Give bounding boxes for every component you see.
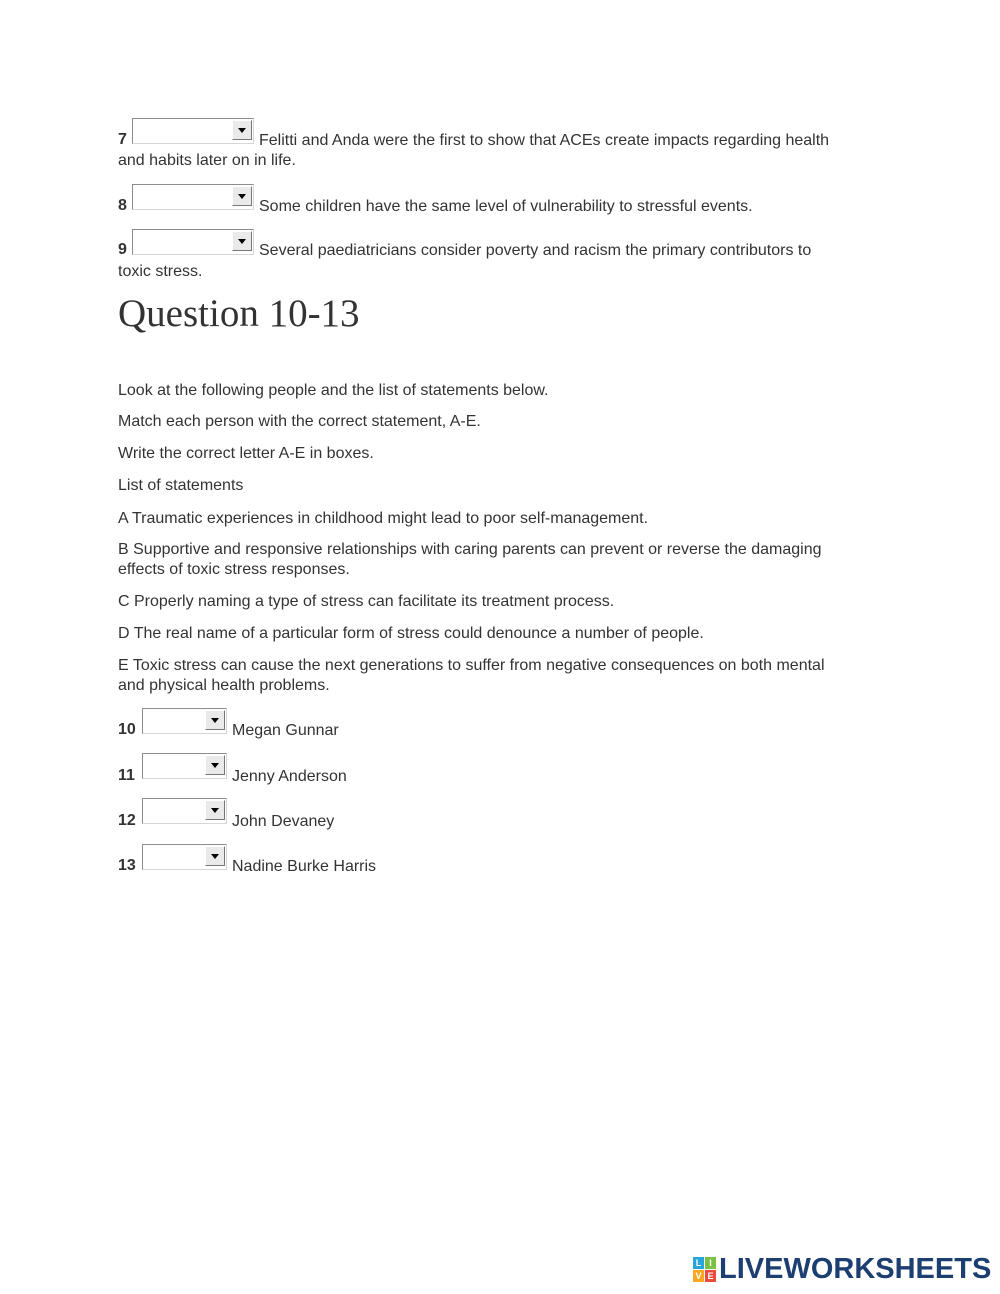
person-name-10: Megan Gunnar (232, 722, 339, 739)
person-name-12: John Devaney (232, 813, 335, 830)
person-name-11: Jenny Anderson (232, 768, 347, 785)
match-dropdown-10[interactable] (142, 708, 227, 734)
match-number-12: 12 (118, 812, 136, 829)
question-text-9: Several paediatricians consider poverty and racism the primary contributors to (259, 242, 812, 259)
question-number-7: 7 (118, 131, 127, 148)
question-number-9: 9 (118, 241, 127, 258)
list-title: List of statements (118, 477, 244, 494)
question-number-8: 8 (118, 197, 127, 214)
question-text-7-continued: and habits later on in life. (118, 152, 296, 169)
instruction-2: Match each person with the correct statement, A-E. (118, 413, 481, 430)
instruction-3: Write the correct letter A-E in boxes. (118, 445, 374, 462)
instruction-1: Look at the following people and the list of statements below. (118, 382, 549, 399)
match-number-10: 10 (118, 721, 136, 738)
match-number-13: 13 (118, 857, 136, 874)
question-text-8: Some children have the same level of vulnerability to stressful events. (259, 198, 753, 215)
chevron-down-icon[interactable] (232, 186, 252, 206)
chevron-down-icon[interactable] (205, 710, 225, 730)
match-dropdown-12[interactable] (142, 798, 227, 824)
question-text-9-continued: toxic stress. (118, 263, 203, 280)
chevron-down-icon[interactable] (232, 231, 252, 251)
section-heading: Question 10-13 (118, 292, 360, 335)
liveworksheets-logo: LIVEWORKSHEETS (719, 1253, 992, 1285)
chevron-down-icon[interactable] (232, 120, 252, 140)
logo-mark-l: L (693, 1257, 704, 1269)
question-text-7: Felitti and Anda were the first to show that ACEs create impacts regarding health (259, 132, 830, 149)
statement-c: C Properly naming a type of stress can facilitate its treatment process. (118, 593, 615, 610)
statement-b: B Supportive and responsive relationships with caring parents can prevent or reverse the damaging (118, 541, 822, 558)
statement-d: D The real name of a particular form of stress could denounce a number of people. (118, 625, 704, 642)
answer-dropdown-8[interactable] (132, 184, 254, 210)
chevron-down-icon[interactable] (205, 755, 225, 775)
match-number-11: 11 (118, 767, 135, 784)
liveworksheets-logo-icon (693, 1257, 717, 1283)
match-dropdown-11[interactable] (142, 753, 227, 779)
logo-mark-v: V (693, 1270, 704, 1282)
statement-e-continued: and physical health problems. (118, 677, 330, 694)
chevron-down-icon[interactable] (205, 846, 225, 866)
answer-dropdown-9[interactable] (132, 229, 254, 255)
logo-mark-i: I (705, 1257, 716, 1269)
person-name-13: Nadine Burke Harris (232, 858, 377, 875)
statement-e: E Toxic stress can cause the next generations to suffer from negative consequences on both mental (118, 657, 825, 674)
statement-b-continued: effects of toxic stress responses. (118, 561, 350, 578)
chevron-down-icon[interactable] (205, 800, 225, 820)
match-dropdown-13[interactable] (142, 844, 227, 870)
statement-a: A Traumatic experiences in childhood might lead to poor self-management. (118, 510, 649, 527)
answer-dropdown-7[interactable] (132, 118, 254, 144)
logo-mark-e: E (705, 1270, 716, 1282)
